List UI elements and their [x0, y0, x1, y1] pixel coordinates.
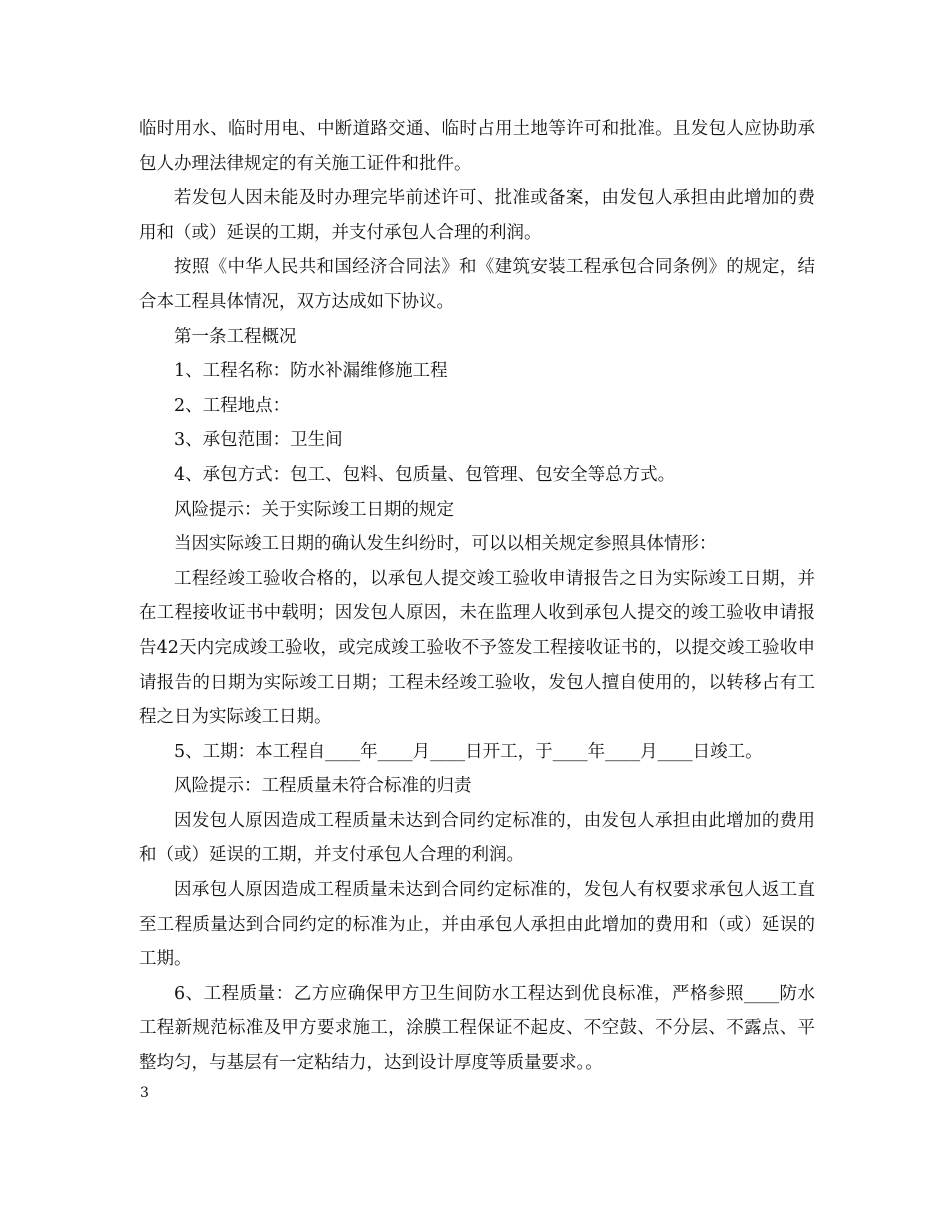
- risk-note-heading: 风险提示：关于实际竣工日期的规定: [174, 499, 454, 520]
- paragraph: 因发包人原因造成工程质量未达到合同约定标准的，由发包人承担由此增加的费用和（或）延误的工期，并支付承包人合理的利润。: [139, 810, 815, 866]
- list-item: 6、工程质量：乙方应确保甲方卫生间防水工程达到优良标准，严格参照____防水工程新规范标准及甲方要求施工，涂膜工程保证不起皮、不空鼓、不分层、不露点、平整均匀，与基层有一定粘结力，达到设计厚度等质量要求。。: [139, 983, 815, 1074]
- document-body: [139, 112, 815, 1081]
- list-item: 3、承包范围：卫生间: [174, 430, 343, 451]
- section-heading: 第一条工程概况: [174, 326, 297, 347]
- paragraph: 按照《中华人民共和国经济合同法》和《建筑安装工程承包合同条例》的规定，结合本工程具体情况，双方达成如下协议。: [139, 257, 815, 312]
- paragraph: 临时用水、临时用电、中断道路交通、临时占用土地等许可和批准。且发包人应协助承包人办理法律规定的有关施工证件和批件。: [139, 119, 815, 174]
- paragraph: 工程经竣工验收合格的，以承包人提交竣工验收申请报告之日为实际竣工日期，并在工程接收证书中载明；因发包人原因，未在监理人收到承包人提交的竣工验收申请报告42天内完成竣工验收，或完成竣工验收不予签发工程接收证书的，以提交竣工验收申请报告的日期为实际竣工日期；工程未经竣工验收，发包人擅自使用的，以转移占有工程之日为实际竣工日期。: [139, 568, 815, 728]
- list-item: 1、工程名称：防水补漏维修施工程: [174, 361, 448, 382]
- page-number: 3: [140, 1085, 149, 1101]
- list-item: 5、工期：本工程自____年____月____日开工，于____年____月____日竣工。: [174, 741, 763, 762]
- paragraph: 若发包人因未能及时办理完毕前述许可、批准或备案，由发包人承担由此增加的费用和（或）延误的工期，并支付承包人合理的利润。: [139, 188, 815, 243]
- risk-note-heading: 风险提示：工程质量未符合标准的归责: [174, 776, 472, 797]
- list-item: 2、工程地点：: [174, 395, 291, 416]
- list-item: 4、承包方式：包工、包料、包质量、包管理、包安全等总方式。: [174, 464, 676, 485]
- paragraph: 因承包人原因造成工程质量未达到合同约定标准的，发包人有权要求承包人返工直至工程质量达到合同约定的标准为止，并由承包人承担由此增加的费用和（或）延误的工期。: [139, 880, 815, 970]
- paragraph: 当因实际竣工日期的确认发生纠纷时，可以以相关规定参照具体情形：: [174, 534, 717, 555]
